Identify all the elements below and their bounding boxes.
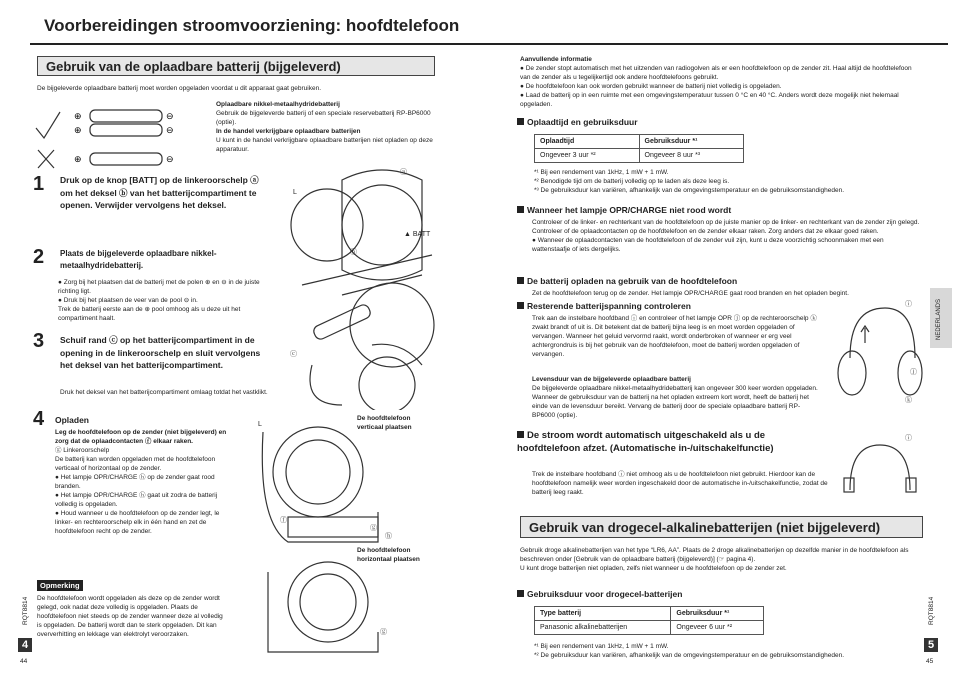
step-3-note: Druk het deksel van het batterijcompartiment omlaag totdat het vastklikt. — [60, 389, 268, 396]
residual-text: Trek aan de instelbare hoofdband ⓘ en controleer of het lampje OPR ⓙ op de rechteroorschelp ⓚ zwakt brandt of uit is. Dit betekent dat de batterij bijna leeg is en moet worden opgeladen of vervangen. Wanneer het geluid vervormd raakt, wordt onderbroken of wanneer er erg veel achtergrondruis is bij het gebruik van de hoofdtelefoon, moet de batterij worden opgeladen of vervangen. — [532, 315, 817, 358]
noled-3: ● Wanneer de oplaadcontacten van de hoofdtelefoon of de zender vuil zijn, kunt u deze voorzichtig schoonmaken met een wattenstaafje of iets dergelijks. — [532, 237, 884, 253]
svg-text:⊕: ⊕ — [74, 154, 82, 164]
dry-heading-text: Gebruiksduur voor drogecel-batterijen — [527, 589, 683, 599]
noled-heading — [517, 205, 731, 216]
label-L2: L — [258, 421, 262, 428]
label-b: ⓑ — [350, 249, 357, 256]
svg-text:⊖: ⊖ — [166, 125, 174, 135]
auto-heading-text: De stroom wordt automatisch uitgeschakeld als u de hoofdtelefoon afzet. (Automatische in-/uitschakelfunctie) — [517, 430, 774, 454]
label-c: ⓒ — [290, 351, 297, 358]
step-2-bullet-2: ● Druk bij het plaatsen de veer van de pool ⊖ in. — [58, 297, 198, 304]
step-4-bullet-5: ● Houd wanneer u de hoofdtelefoon op de zender legt, le linker- en rechteroorschelp elk in één hand en zet de hoofdtelefoon recht op de zender. — [55, 510, 220, 535]
left-page-number: 4 — [18, 638, 32, 652]
table-row — [535, 149, 744, 163]
extra-info — [520, 55, 920, 109]
charge-after-use-text: Zet de hoofdtelefoon terug op de zender. Het lampje OPR/CHARGE gaat rood branden en het opladen begint. — [532, 290, 849, 297]
battery-info — [216, 100, 434, 154]
step-1-number: 1 — [33, 173, 45, 195]
battery-icon-ok — [90, 110, 162, 136]
label-a: ⓐ — [400, 169, 407, 176]
label-j: ⓙ — [910, 369, 917, 376]
extra-2: ● De hoofdtelefoon kan ook worden gebruikt wanneer de batterij niet volledig is opgeladen. — [520, 83, 782, 90]
charge-heading — [517, 117, 638, 128]
left-page-code: RQT8814 — [22, 596, 29, 625]
alkaline-text — [520, 546, 920, 573]
label-i: ⓘ — [905, 301, 912, 308]
charge-heading-text: Oplaadtijd en gebruiksduur — [527, 117, 638, 127]
life-heading: Levensduur van de bijgeleverde oplaadbare batterij — [532, 376, 691, 383]
noled-2: Controleer of de oplaadcontacten op de hoofdtelefoon en de zender elkaar raken. Zorg anders dat ze elkaar goed raken. — [532, 228, 879, 235]
language-label: NEDERLANDS — [936, 298, 942, 340]
table-cell: Panasonic alkalinebatterijen — [535, 621, 671, 635]
right-page-small: 45 — [926, 658, 934, 665]
dry-footnote-1: *¹ Bij een rendement van 1kHz, 1 mW + 1 mW. — [534, 643, 669, 650]
svg-text:⊖: ⊖ — [166, 154, 174, 164]
label-batt: ▲ BATT — [404, 231, 431, 238]
table-cell: Type batterij — [535, 607, 671, 621]
battery-icon-bad — [90, 153, 162, 165]
step-4-bullet-2: De batterij kan worden opgeladen met de hoofdtelefoon verticaal of horizontaal op de zender. — [55, 456, 216, 472]
right-page-number: 5 — [924, 638, 938, 652]
handle-heading: In de handel verkrijgbare oplaadbare batterijen — [216, 128, 361, 135]
extra-1: ● De zender stopt automatisch met het uitzenden van radiogolven als er een hoofdtelefoon op de zender zit. Haal altijd de hoofdtelefoon van de zender als u tegelijkertijd ook andere hoofdtelefoons gebruikt. — [520, 65, 912, 81]
headphone-illustration-2 — [840, 440, 920, 495]
step-4-bullet-1: Leg de hoofdtelefoon op de zender (niet bijgeleverd) en zorg dat de oplaadcontacten ⓕ elkaar raken. — [55, 429, 227, 445]
dry-footnotes — [534, 642, 924, 660]
label-h: ⓗ — [385, 533, 392, 540]
charge-table — [534, 134, 744, 163]
opmerking-text: De hoofdtelefoon wordt opgeladen als deze op de zender wordt gelegd, ook nadat deze volledig is opgeladen. Plaats de hoofdtelefoon niet steeds op de zender wanneer deze al volledig is opgeladen. De batterij wordt dan te sterk opgeladen. Dit kan oververhitting en lekkage van elektrolyt veroorzaken. — [37, 595, 223, 638]
label-f: ⓕ — [280, 517, 287, 524]
label-horizontal: De hoofdtelefoon horizontaal plaatsen — [357, 547, 420, 563]
step-2-notes — [58, 278, 268, 323]
step-4-bullet-3: ● Het lampje OPR/CHARGE ⓗ op de zender gaat rood branden. — [55, 474, 215, 490]
step-1-text: Druk op de knop [BATT] op de linkeroorschelp ⓐ om het deksel ⓑ van het batterijcompartiment te openen. Verwijder vervolgens het deksel. — [60, 175, 259, 210]
residual-heading-text: Resterende batterijspanning controleren — [527, 301, 691, 311]
battery-heading: Oplaadbare nikkel-metaalhydridebatterij — [216, 101, 340, 108]
table-cell: Oplaadtijd — [535, 135, 640, 149]
label-vertical: De hoofdtelefoon verticaal plaatsen — [357, 415, 412, 431]
step-4-number: 4 — [33, 408, 45, 430]
handle-text: U kunt in de handel verkrijgbare oplaadbare batterijen niet opladen op deze apparatuur. — [216, 137, 433, 153]
svg-text:⊖: ⊖ — [166, 111, 174, 121]
label-i2: ⓘ — [905, 435, 912, 442]
step-4-body — [55, 428, 227, 536]
section-title-alkaline: Gebruik van drogecel-alkalinebatterijen (niet bijgeleverd) — [520, 516, 923, 538]
section-title-rechargeable: Gebruik van de oplaadbare batterij (bijgeleverd) — [37, 56, 435, 76]
life-text: De bijgeleverde oplaadbare nikkel-metaalhydridebatterij kan ongeveer 300 keer worden opgeladen. Wanneer de gebruiksduur van de batterij na het opladen extreem kort wordt, heeft de batterij het einde van de levensduur bereikt. Vervang de batterij door de speciale oplaadbare batterij RP-BP6000 (optie). — [532, 385, 818, 419]
auto-text: Trek de instelbare hoofdband ⓘ niet omhoog als u de hoofdtelefoon niet gebruikt. Hierdoor kan de hoofdtelefoon namelijk weer worden ingeschakeld door de automatische in-/uitschakelfunctie, zodat de batterij leeg raakt. — [532, 471, 828, 496]
step-2-number: 2 — [33, 246, 45, 268]
step-3-text: Schuif rand ⓒ op het batterijcompartiment in de opening in de linkeroorschelp en sluit vervolgens het deksel van het batterijcompartiment. — [60, 335, 261, 370]
table-cell: Ongeveer 8 uur *³ — [639, 149, 744, 163]
page-title: Voorbereidingen stroomvoorziening: hoofdtelefoon — [44, 16, 460, 35]
charge-after-use-heading — [517, 276, 737, 287]
intro-text: De bijgeleverde oplaadbare batterij moet worden opgeladen voordat u dit apparaat gaat gebruiken. — [37, 85, 322, 92]
table-cell: Gebruiksduur *¹ — [639, 135, 744, 149]
label-k: ⓚ — [905, 397, 912, 404]
alkaline-text-2: U kunt droge batterijen niet opladen, zelfs niet wanneer u de hoofdtelefoon op de zender zet. — [520, 565, 787, 572]
table-row — [535, 621, 764, 635]
opmerking-label: Opmerking — [37, 580, 83, 591]
table-cell: Gebruiksduur *¹ — [671, 607, 764, 621]
step-2-note: Trek de batterij eerste aan de ⊕ pool omhoog als u deze uit het compartiment haalt. — [58, 306, 241, 322]
header-rule — [30, 43, 948, 45]
left-page-small: 44 — [20, 658, 28, 665]
battery-orientation-figure — [30, 100, 210, 175]
alkaline-text-1: Gebruik droge alkalinebatterijen van het type “LR6, AA”. Plaats de 2 droge alkalinebatterijen op dezelfde manier in de hoofdtelefoon als beschreven onder [Gebruik van de oplaadbare batterij (bijgeleverd)] (☞ pagina 4). — [520, 547, 909, 563]
residual-heading — [517, 301, 691, 312]
step-2-text: Plaats de bijgeleverde oplaadbare nikkel-metaalhydridebatterij. — [60, 249, 217, 270]
charge-after-use-heading-text: De batterij opladen na gebruik van de hoofdtelefoon — [527, 276, 738, 286]
footnote-1: *¹ Bij een rendement van 1kHz, 1 mW + 1 mW. — [534, 169, 669, 176]
footnote-3: *³ De gebruiksduur kan variëren, afhankelijk van de omgevingstemperatuur en de gebruiksomstandigheden. — [534, 187, 845, 194]
battery-text: Gebruik de bijgeleverde batterij of een speciale reservebatterij RP-BP6000 (optie). — [216, 110, 431, 126]
step-2-bullet-1: ● Zorg bij het plaatsen dat de batterij met de polen ⊕ en ⊖ in de juiste richting ligt. — [58, 279, 260, 295]
svg-text:⊕: ⊕ — [74, 125, 82, 135]
noled-body — [532, 218, 920, 254]
auto-heading — [517, 429, 827, 455]
table-cell: Ongeveer 6 uur *² — [671, 621, 764, 635]
table-row — [535, 607, 764, 621]
step-4-bullet-4: ● Het lampje OPR/CHARGE ⓗ gaat uit zodra de batterij volledig is opgeladen. — [55, 492, 218, 508]
step-4-g: ⓖ Linkeroorschelp — [55, 447, 110, 454]
headphone-illustration-1 — [830, 298, 925, 408]
label-L: L — [293, 189, 297, 196]
extra-3: ● Laad de batterij op in een ruimte met een omgevingstemperatuur tussen 0 °C en 40 °C. Anders wordt deze mogelijk niet helemaal opgeladen. — [520, 92, 899, 108]
noled-heading-text: Wanneer het lampje OPR/CHARGE niet rood wordt — [527, 205, 732, 215]
battery-steps-illustration — [272, 165, 450, 410]
noled-1: Controleer of de linker- en rechterkant van de hoofdtelefoon op de juiste manier op de linker- en rechterkant van de zender zijn gelegd. — [532, 219, 920, 226]
svg-text:⊕: ⊕ — [74, 111, 82, 121]
dry-footnote-2: *² De gebruiksduur kan variëren, afhankelijk van de omgevingstemperatuur en de gebruiksomstandigheden. — [534, 652, 845, 659]
label-g: ⓖ — [370, 525, 377, 532]
dry-table — [534, 606, 764, 635]
table-row — [535, 135, 744, 149]
extra-title: Aanvullende informatie — [520, 56, 592, 63]
step-4-title: Opladen — [55, 415, 90, 425]
label-g2: ⓖ — [380, 629, 387, 636]
footnote-2: *² Benodigde tijd om de batterij volledig op te laden als deze leeg is. — [534, 178, 730, 185]
step-3-number: 3 — [33, 330, 45, 352]
charge-footnotes — [534, 168, 924, 195]
table-cell: Ongeveer 3 uur *² — [535, 149, 640, 163]
dry-heading — [517, 589, 682, 600]
right-page-code: RQT8814 — [928, 596, 935, 625]
charging-illustration — [248, 412, 393, 664]
